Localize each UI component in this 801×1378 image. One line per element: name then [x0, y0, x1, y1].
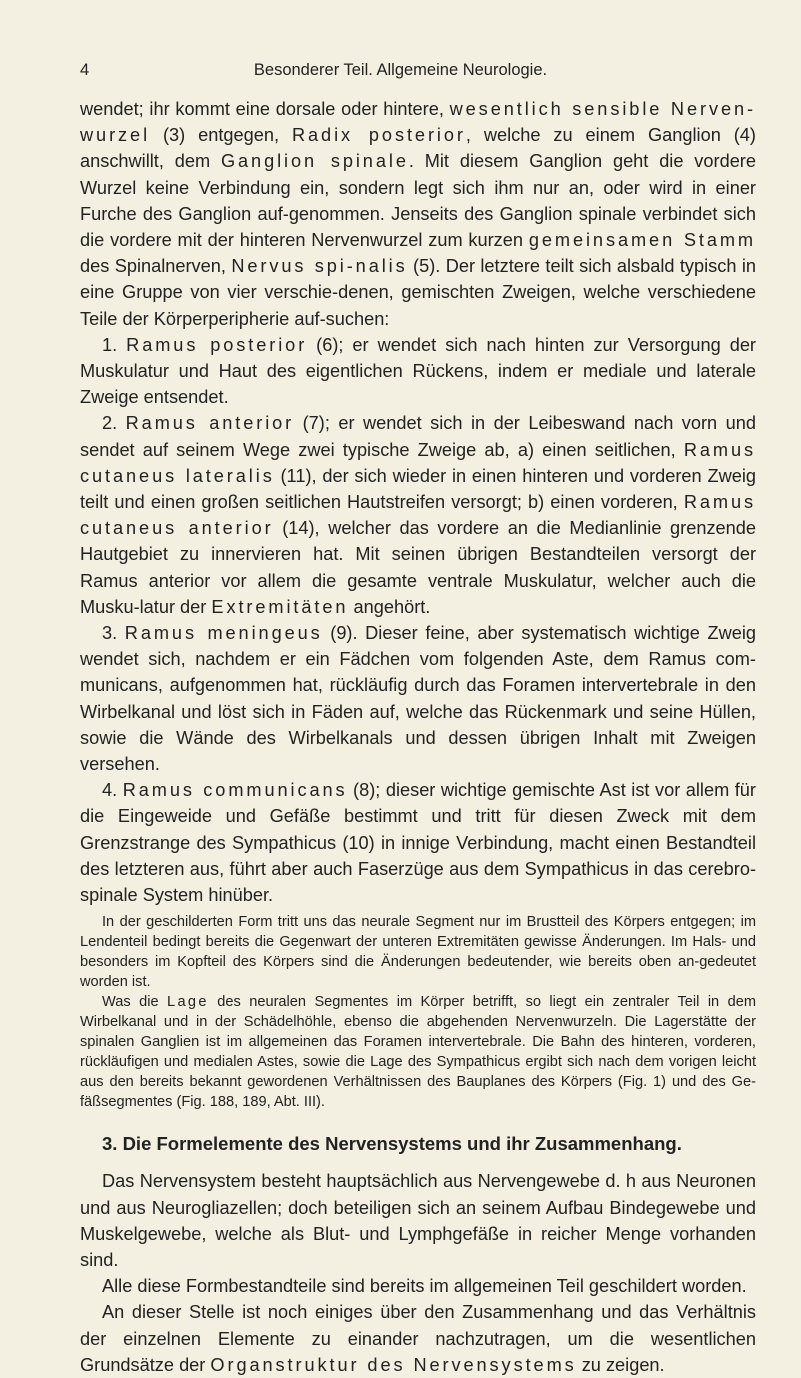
section-paragraph: An dieser Stelle ist noch einiges über den Zusammenhang und das Verhältnis der einzelnen Elemente zu einander nachzutragen, um die wesentlichen Grundsätze der Organstruktur des Nervensystems zu zeigen. [80, 1302, 756, 1375]
emphasis: Ganglion spinale [220, 151, 409, 172]
running-header [80, 60, 721, 80]
note-paragraph: Was die Lage des neuralen Segmentes im Körper betrifft, so liegt ein zentraler Teil in dem Wirbelkanal und in der Schädelhöhle, ebenso die abgehenden Nervenwurzeln. Die Lagerstätte der spinalen Ganglien ist im allgemeinen das Foramen intervertebrale. Die Bahn des hinteren, vorderen, rückläufigen und medialen Astes, sowie die Lage des Sympathicus ergibt sich nach dem vorigen leicht aus den bereits bekannt gewordenen Verhältnissen des Bauplanes des Körpers (Fig. 1) und des Ge-fäßsegmentes (Fig. 188, 189, Abt. III). [80, 994, 756, 1111]
emphasis: Ramus cutaneus anterior [80, 492, 756, 539]
page-number: 4 [80, 61, 90, 79]
list-item-ramus-anterior: 2. Ramus anterior (7); er wendet sich in der Leibeswand nach vorn und sendet auf seinem Wege zwei typische Zweige ab, a) einen seitlichen, Ramus cutaneus lateralis (11), der sich wieder in einen hinteren und vorderen Zweig teilt und einen großen seitlichen Hautstreifen versorgt; b) einen vorderen, Ramus cutaneus anterior (14), welcher das vordere an die Medianlinie grenzende Hautgebiet zu innervieren hat. Mit seinen übrigen Bestandteilen versorgt der Ramus anterior vor allem die gesamte ventrale Muskulatur, welcher auch die Musku-latur der Extremitäten angehört. [80, 413, 756, 617]
paragraph-intro: wendet; ihr kommt eine dorsale oder hintere, wesentlich sensible Nerven-wurzel (3) entgegen, Radix posterior, welche zu einem Ganglion (4) anschwillt, dem Ganglion spinale. Mit diesem Ganglion geht die vordere Wurzel keine Verbindung ein, sondern legt sich ihm nur an, oder wird in einer Furche des Ganglion auf-genommen. Jenseits des Ganglion spinale verbindet sich die vordere mit der hinteren Nervenwurzel zum kurzen gemeinsamen Stamm des Spinalnerven, Nervus spi-nalis (5). Der letztere teilt sich alsbald typisch in eine Gruppe von vier verschie-denen, gemischten Zweigen, welche verschiedene Teile der Körperperipherie auf-suchen: [80, 99, 757, 329]
emphasis: Ramus communicans [122, 780, 348, 801]
section-paragraph: Das Nervensystem besteht hauptsächlich aus Nervengewebe d. h aus Neuronen und aus Neurogliazellen; doch beteiligen sich an seinem Aufbau Bindegewebe und Muskelgewebe, welche als Blut- und Lymphgefäße in reicher Menge vorhanden sind. [80, 1171, 756, 1270]
section-heading: 3. Die Formelemente des Nervensystems und ihr Zusammenhang. [102, 1133, 682, 1155]
emphasis: Ramus cutaneus lateralis [80, 439, 756, 486]
emphasis: Ramus meningeus [124, 623, 323, 644]
emphasis: Ramus anterior [125, 413, 295, 434]
emphasis: Nervus spi-nalis [231, 256, 408, 277]
section-paragraph: Alle diese Formbestandteile sind bereits im allgemeinen Teil geschildert worden. [102, 1276, 747, 1297]
list-item-ramus-communicans: 4. Ramus communicans (8); dieser wichtige gemischte Ast ist vor allem für die Eingeweide und Gefäße bestimmt und tritt für diesen Zweck mit dem Grenzstrange des Sympathicus (10) in innige Verbindung, macht einen Bestandteil des letzteren aus, führt aber auch Faserzüge aus dem Sympathicus in das cerebro-spinale System hinüber. [80, 780, 756, 906]
emphasis: Ramus posterior [126, 334, 308, 355]
list-item-ramus-meningeus: 3. Ramus meningeus (9). Dieser feine, aber systematisch wichtige Zweig wendet sich, nachdem er ein Fädchen vom folgenden Aste, dem Ramus com-municans, aufgenommen hat, rückläufig durch das Foramen intervertebrale in den Wirbelkanal und löst sich in Fäden auf, welche das Rückenmark und seine Hüllen, sowie die Wände des Wirbelkanals und dessen übrigen Inhalt mit Zweigen versehen. [80, 623, 756, 775]
emphasis: wesentlich sensible Nerven-wurzel [80, 99, 757, 146]
running-title: Besonderer Teil. Allgemeine Neurologie. [253, 61, 548, 79]
list-item-ramus-posterior: 1. Ramus posterior (6); er wendet sich nach hinten zur Versorgung der Muskulatur und Haut des eigentlichen Rückens, indem er mediale und laterale Zweige entsendet. [80, 334, 756, 408]
emphasis: Organstruktur des Nervensystems [210, 1354, 577, 1375]
emphasis: Lage [167, 994, 209, 1011]
note-paragraph: In der geschilderten Form tritt uns das neurale Segment nur im Brustteil des Körpers entgegen; im Lendenteil bedingt bereits die Gegenwart der unteren Extremitäten gewisse Änderungen. Im Hals- und besonders im Kopfteil des Körpers sind die Änderungen bedeutender, wie bereits oben an-gedeutet worden ist. [80, 914, 756, 991]
emphasis: Extremitäten [211, 596, 349, 617]
emphasis: Radix posterior [291, 125, 466, 146]
emphasis: gemeinsamen Stamm [528, 230, 756, 251]
small-print-notes [80, 912, 756, 1112]
